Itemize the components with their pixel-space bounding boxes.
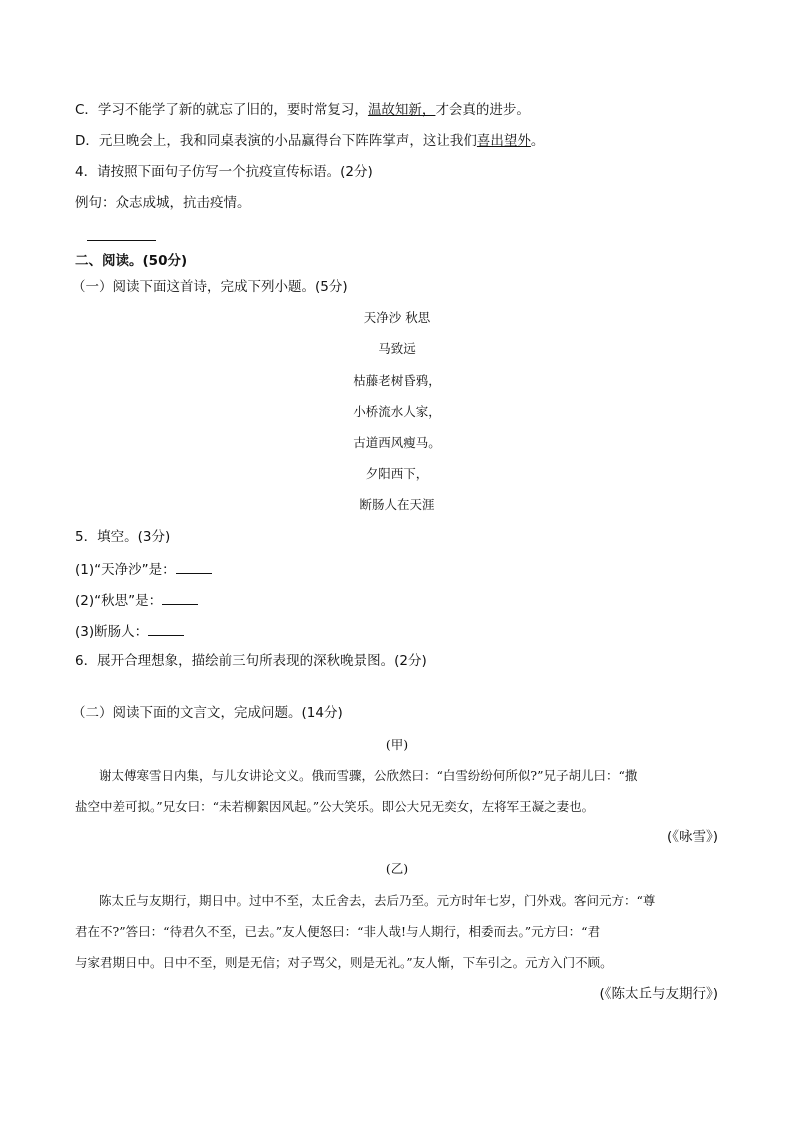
- passage-yi-source: (《陈太丘与友期行》): [599, 986, 718, 1002]
- question-5-prompt: 5．填空。(3分): [75, 529, 171, 545]
- answer-blank[interactable]: [162, 591, 198, 605]
- option-d-idiom: 喜出望外: [476, 133, 531, 149]
- option-d-text: D．元旦晚会上，我和同桌表演的小品赢得台下阵阵掌声，这让我们: [75, 133, 477, 149]
- passage-jia-label: (甲): [385, 737, 409, 752]
- passage-yi-label: (乙): [385, 861, 409, 876]
- answer-line-q4[interactable]: [87, 240, 156, 241]
- option-c: [75, 101, 530, 119]
- option-c-suffix: 才会真的进步。: [435, 102, 530, 118]
- question-5-item-2: [75, 591, 198, 610]
- section-2-heading: 二、阅读。(50分): [75, 253, 188, 269]
- question-5-item-label: (1)“天净沙”是：: [75, 562, 176, 578]
- option-c-text: C．学习不能学了新的就忘了旧的，要时常复习，: [75, 102, 368, 118]
- option-c-idiom: 温故知新，: [367, 102, 436, 118]
- poem-author: 马致远: [378, 341, 416, 356]
- question-4-example: 例句：众志成城，抗击疫情。: [75, 195, 251, 211]
- question-5-item-label: (2)“秋思”是：: [75, 593, 163, 609]
- passage-yi-line: 陈太丘与友期行，期日中。过中不至，太丘舍去，去后乃至。元方时年七岁，门外戏。客问元方：“尊: [99, 893, 656, 908]
- passage-yi-line: 君在不?”答曰：“待君久不至，已去。”友人便怒曰：“非人哉!与人期行，相委而去。”元方曰：“君: [75, 924, 601, 939]
- answer-blank[interactable]: [176, 560, 212, 574]
- question-5-item-label: (3)断肠人：: [75, 624, 149, 640]
- question-6-prompt: 6．展开合理想象，描绘前三句所表现的深秋晚景图。(2分): [75, 653, 427, 669]
- part-1-intro: （一）阅读下面这首诗，完成下列小题。(5分): [72, 279, 348, 295]
- poem-line: 古道西风瘦马。: [353, 435, 441, 450]
- question-5-item-1: [75, 560, 212, 579]
- poem-line: 断肠人在天涯: [359, 497, 435, 512]
- answer-blank[interactable]: [148, 622, 184, 636]
- poem-title: 天净沙 秋思: [363, 310, 431, 325]
- option-d-suffix: 。: [530, 133, 545, 149]
- question-4-prompt: 4．请按照下面句子仿写一个抗疫宣传标语。(2分): [75, 164, 373, 180]
- option-d: [75, 132, 544, 150]
- question-5-item-3: [75, 622, 184, 641]
- part-2-intro: （二）阅读下面的文言文，完成问题。(14分): [72, 705, 343, 721]
- passage-yi-line: 与家君期日中。日中不至，则是无信；对子骂父，则是无礼。”友人惭，下车引之。元方入门不顾。: [75, 955, 613, 970]
- passage-jia-source: (《咏雪》): [666, 829, 718, 845]
- poem-line: 小桥流水人家，: [353, 404, 441, 419]
- poem-line: 枯藤老树昏鸦，: [353, 373, 441, 388]
- poem-line: 夕阳西下，: [365, 466, 429, 481]
- passage-jia-line: 盐空中差可拟。”兄女曰：“未若柳絮因风起。”公大笑乐。即公大兄无奕女，左将军王凝之妻也。: [75, 799, 595, 814]
- passage-jia-line: 谢太傅寒雪日内集，与儿女讲论文义。俄而雪骤，公欣然曰：“白雪纷纷何所似?”兄子胡儿曰：“撒: [99, 768, 638, 783]
